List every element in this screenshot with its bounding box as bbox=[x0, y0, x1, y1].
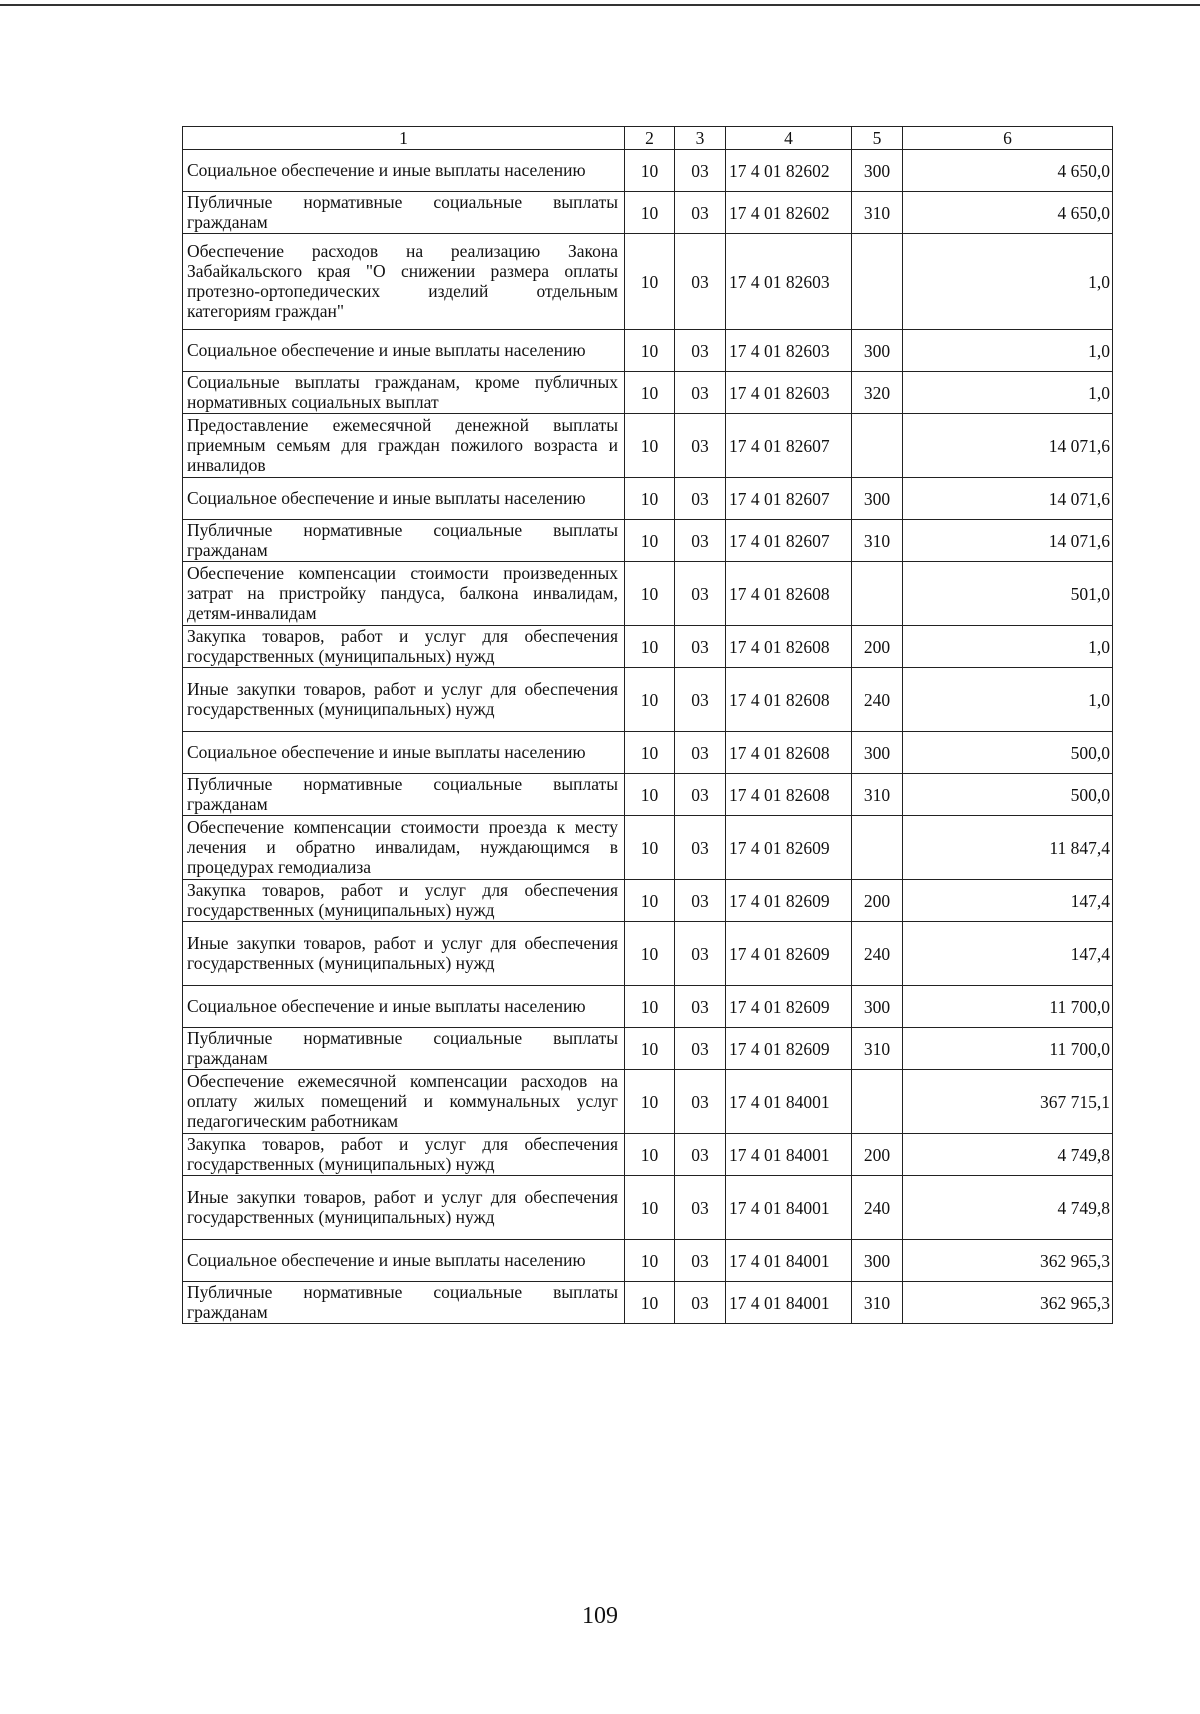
row-name-cell: Закупка товаров, работ и услуг для обеспечения государственных (муниципальных) нужд bbox=[183, 1134, 625, 1176]
row-name-cell: Иные закупки товаров, работ и услуг для обеспечения государственных (муниципальных) нужд bbox=[183, 668, 625, 732]
expense-type-cell bbox=[852, 562, 903, 626]
section-code-cell: 10 bbox=[625, 816, 675, 880]
expense-type-cell: 310 bbox=[852, 520, 903, 562]
subsection-code-cell: 03 bbox=[675, 234, 726, 330]
target-article-cell: 17 4 01 82609 bbox=[726, 922, 852, 986]
table-row bbox=[183, 562, 1113, 626]
row-name-cell: Публичные нормативные социальные выплаты гражданам bbox=[183, 1282, 625, 1324]
amount-cell: 11 700,0 bbox=[903, 986, 1113, 1028]
subsection-code-cell: 03 bbox=[675, 1282, 726, 1324]
amount-cell: 147,4 bbox=[903, 880, 1113, 922]
subsection-code-cell: 03 bbox=[675, 816, 726, 880]
table-row bbox=[183, 1028, 1113, 1070]
subsection-code-cell: 03 bbox=[675, 562, 726, 626]
subsection-code-cell: 03 bbox=[675, 1134, 726, 1176]
row-name-cell: Иные закупки товаров, работ и услуг для обеспечения государственных (муниципальных) нужд bbox=[183, 1176, 625, 1240]
table-row bbox=[183, 1176, 1113, 1240]
row-name-cell: Закупка товаров, работ и услуг для обеспечения государственных (муниципальных) нужд bbox=[183, 626, 625, 668]
target-article-cell: 17 4 01 82608 bbox=[726, 562, 852, 626]
subsection-code-cell: 03 bbox=[675, 880, 726, 922]
amount-cell: 147,4 bbox=[903, 922, 1113, 986]
table-row bbox=[183, 330, 1113, 372]
target-article-cell: 17 4 01 82609 bbox=[726, 986, 852, 1028]
target-article-cell: 17 4 01 82608 bbox=[726, 626, 852, 668]
table-row bbox=[183, 414, 1113, 478]
table-row bbox=[183, 1282, 1113, 1324]
expense-type-cell bbox=[852, 414, 903, 478]
header-col-2: 2 bbox=[625, 127, 675, 150]
row-name-cell: Обеспечение расходов на реализацию Закона Забайкальского края "О снижении размера оплаты протезно-ортопедических изделий отдельным категориям граждан" bbox=[183, 234, 625, 330]
row-name-cell: Публичные нормативные социальные выплаты гражданам bbox=[183, 192, 625, 234]
target-article-cell: 17 4 01 82607 bbox=[726, 520, 852, 562]
section-code-cell: 10 bbox=[625, 1134, 675, 1176]
expense-type-cell: 310 bbox=[852, 1028, 903, 1070]
table-row bbox=[183, 626, 1113, 668]
subsection-code-cell: 03 bbox=[675, 1070, 726, 1134]
table-row bbox=[183, 986, 1113, 1028]
target-article-cell: 17 4 01 84001 bbox=[726, 1176, 852, 1240]
row-name-cell: Публичные нормативные социальные выплаты гражданам bbox=[183, 520, 625, 562]
amount-cell: 11 700,0 bbox=[903, 1028, 1113, 1070]
row-name-cell: Социальное обеспечение и иные выплаты населению bbox=[183, 732, 625, 774]
table-row bbox=[183, 774, 1113, 816]
row-name-cell: Социальное обеспечение и иные выплаты населению bbox=[183, 150, 625, 192]
subsection-code-cell: 03 bbox=[675, 414, 726, 478]
row-name-cell: Социальное обеспечение и иные выплаты населению bbox=[183, 330, 625, 372]
expense-type-cell: 300 bbox=[852, 986, 903, 1028]
section-code-cell: 10 bbox=[625, 986, 675, 1028]
table-row bbox=[183, 478, 1113, 520]
amount-cell: 4 650,0 bbox=[903, 150, 1113, 192]
table-row bbox=[183, 816, 1113, 880]
section-code-cell: 10 bbox=[625, 732, 675, 774]
row-name-cell: Социальные выплаты гражданам, кроме публичных нормативных социальных выплат bbox=[183, 372, 625, 414]
target-article-cell: 17 4 01 82602 bbox=[726, 150, 852, 192]
expense-type-cell: 320 bbox=[852, 372, 903, 414]
subsection-code-cell: 03 bbox=[675, 372, 726, 414]
target-article-cell: 17 4 01 82609 bbox=[726, 880, 852, 922]
amount-cell: 1,0 bbox=[903, 626, 1113, 668]
expense-type-cell: 300 bbox=[852, 478, 903, 520]
amount-cell: 362 965,3 bbox=[903, 1240, 1113, 1282]
table-header bbox=[183, 127, 1113, 150]
target-article-cell: 17 4 01 82608 bbox=[726, 668, 852, 732]
table-row bbox=[183, 732, 1113, 774]
target-article-cell: 17 4 01 82603 bbox=[726, 372, 852, 414]
header-row bbox=[183, 127, 1113, 150]
subsection-code-cell: 03 bbox=[675, 668, 726, 732]
section-code-cell: 10 bbox=[625, 774, 675, 816]
amount-cell: 1,0 bbox=[903, 372, 1113, 414]
expense-type-cell: 240 bbox=[852, 1176, 903, 1240]
section-code-cell: 10 bbox=[625, 520, 675, 562]
table-row bbox=[183, 922, 1113, 986]
target-article-cell: 17 4 01 82607 bbox=[726, 478, 852, 520]
row-name-cell: Иные закупки товаров, работ и услуг для обеспечения государственных (муниципальных) нужд bbox=[183, 922, 625, 986]
page-number: 109 bbox=[582, 1603, 618, 1629]
row-name-cell: Обеспечение ежемесячной компенсации расходов на оплату жилых помещений и коммунальных услуг педагогическим работникам bbox=[183, 1070, 625, 1134]
table-row bbox=[183, 234, 1113, 330]
section-code-cell: 10 bbox=[625, 192, 675, 234]
header-col-3: 3 bbox=[675, 127, 726, 150]
subsection-code-cell: 03 bbox=[675, 150, 726, 192]
table-row bbox=[183, 520, 1113, 562]
amount-cell: 500,0 bbox=[903, 732, 1113, 774]
amount-cell: 11 847,4 bbox=[903, 816, 1113, 880]
row-name-cell: Публичные нормативные социальные выплаты гражданам bbox=[183, 1028, 625, 1070]
subsection-code-cell: 03 bbox=[675, 330, 726, 372]
amount-cell: 14 071,6 bbox=[903, 520, 1113, 562]
subsection-code-cell: 03 bbox=[675, 520, 726, 562]
amount-cell: 1,0 bbox=[903, 330, 1113, 372]
section-code-cell: 10 bbox=[625, 372, 675, 414]
subsection-code-cell: 03 bbox=[675, 626, 726, 668]
subsection-code-cell: 03 bbox=[675, 478, 726, 520]
target-article-cell: 17 4 01 84001 bbox=[726, 1134, 852, 1176]
amount-cell: 501,0 bbox=[903, 562, 1113, 626]
expense-type-cell: 310 bbox=[852, 774, 903, 816]
expense-type-cell: 310 bbox=[852, 1282, 903, 1324]
header-col-4: 4 bbox=[726, 127, 852, 150]
target-article-cell: 17 4 01 82609 bbox=[726, 1028, 852, 1070]
table-row bbox=[183, 1240, 1113, 1282]
target-article-cell: 17 4 01 84001 bbox=[726, 1240, 852, 1282]
table-row bbox=[183, 1070, 1113, 1134]
amount-cell: 1,0 bbox=[903, 234, 1113, 330]
section-code-cell: 10 bbox=[625, 234, 675, 330]
amount-cell: 4 650,0 bbox=[903, 192, 1113, 234]
expense-type-cell: 300 bbox=[852, 330, 903, 372]
section-code-cell: 10 bbox=[625, 478, 675, 520]
table-row bbox=[183, 150, 1113, 192]
amount-cell: 500,0 bbox=[903, 774, 1113, 816]
subsection-code-cell: 03 bbox=[675, 732, 726, 774]
row-name-cell: Обеспечение компенсации стоимости проезда к месту лечения и обратно инвалидам, нуждающимся в процедурах гемодиализа bbox=[183, 816, 625, 880]
expense-type-cell: 200 bbox=[852, 880, 903, 922]
amount-cell: 1,0 bbox=[903, 668, 1113, 732]
target-article-cell: 17 4 01 82603 bbox=[726, 330, 852, 372]
section-code-cell: 10 bbox=[625, 880, 675, 922]
table-row bbox=[183, 192, 1113, 234]
expense-type-cell: 200 bbox=[852, 1134, 903, 1176]
section-code-cell: 10 bbox=[625, 1176, 675, 1240]
target-article-cell: 17 4 01 82609 bbox=[726, 816, 852, 880]
section-code-cell: 10 bbox=[625, 1028, 675, 1070]
section-code-cell: 10 bbox=[625, 1282, 675, 1324]
amount-cell: 362 965,3 bbox=[903, 1282, 1113, 1324]
section-code-cell: 10 bbox=[625, 626, 675, 668]
expense-type-cell bbox=[852, 1070, 903, 1134]
subsection-code-cell: 03 bbox=[675, 922, 726, 986]
row-name-cell: Закупка товаров, работ и услуг для обеспечения государственных (муниципальных) нужд bbox=[183, 880, 625, 922]
target-article-cell: 17 4 01 82608 bbox=[726, 732, 852, 774]
section-code-cell: 10 bbox=[625, 330, 675, 372]
amount-cell: 4 749,8 bbox=[903, 1134, 1113, 1176]
amount-cell: 14 071,6 bbox=[903, 478, 1113, 520]
row-name-cell: Социальное обеспечение и иные выплаты населению bbox=[183, 478, 625, 520]
row-name-cell: Предоставление ежемесячной денежной выплаты приемным семьям для граждан пожилого возраста и инвалидов bbox=[183, 414, 625, 478]
expense-type-cell: 300 bbox=[852, 1240, 903, 1282]
expense-type-cell: 240 bbox=[852, 668, 903, 732]
target-article-cell: 17 4 01 84001 bbox=[726, 1070, 852, 1134]
amount-cell: 367 715,1 bbox=[903, 1070, 1113, 1134]
section-code-cell: 10 bbox=[625, 150, 675, 192]
top-border-line bbox=[0, 4, 1200, 6]
header-col-5: 5 bbox=[852, 127, 903, 150]
subsection-code-cell: 03 bbox=[675, 1240, 726, 1282]
section-code-cell: 10 bbox=[625, 414, 675, 478]
section-code-cell: 10 bbox=[625, 562, 675, 626]
subsection-code-cell: 03 bbox=[675, 986, 726, 1028]
subsection-code-cell: 03 bbox=[675, 1028, 726, 1070]
target-article-cell: 17 4 01 82602 bbox=[726, 192, 852, 234]
expense-type-cell: 300 bbox=[852, 150, 903, 192]
amount-cell: 14 071,6 bbox=[903, 414, 1113, 478]
subsection-code-cell: 03 bbox=[675, 774, 726, 816]
section-code-cell: 10 bbox=[625, 1240, 675, 1282]
expense-type-cell: 310 bbox=[852, 192, 903, 234]
row-name-cell: Социальное обеспечение и иные выплаты населению bbox=[183, 986, 625, 1028]
amount-cell: 4 749,8 bbox=[903, 1176, 1113, 1240]
table-row bbox=[183, 1134, 1113, 1176]
row-name-cell: Социальное обеспечение и иные выплаты населению bbox=[183, 1240, 625, 1282]
expense-type-cell: 200 bbox=[852, 626, 903, 668]
budget-table bbox=[182, 126, 1113, 1324]
row-name-cell: Публичные нормативные социальные выплаты гражданам bbox=[183, 774, 625, 816]
subsection-code-cell: 03 bbox=[675, 1176, 726, 1240]
expense-type-cell bbox=[852, 816, 903, 880]
expense-type-cell bbox=[852, 234, 903, 330]
section-code-cell: 10 bbox=[625, 922, 675, 986]
row-name-cell: Обеспечение компенсации стоимости произведенных затрат на пристройку пандуса, балкона инвалидам, детям-инвалидам bbox=[183, 562, 625, 626]
header-col-1: 1 bbox=[183, 127, 625, 150]
header-col-6: 6 bbox=[903, 127, 1113, 150]
table-row bbox=[183, 880, 1113, 922]
target-article-cell: 17 4 01 84001 bbox=[726, 1282, 852, 1324]
section-code-cell: 10 bbox=[625, 668, 675, 732]
target-article-cell: 17 4 01 82603 bbox=[726, 234, 852, 330]
table-row bbox=[183, 668, 1113, 732]
expense-type-cell: 240 bbox=[852, 922, 903, 986]
expense-type-cell: 300 bbox=[852, 732, 903, 774]
subsection-code-cell: 03 bbox=[675, 192, 726, 234]
target-article-cell: 17 4 01 82607 bbox=[726, 414, 852, 478]
target-article-cell: 17 4 01 82608 bbox=[726, 774, 852, 816]
table-body bbox=[183, 150, 1113, 1324]
table-row bbox=[183, 372, 1113, 414]
section-code-cell: 10 bbox=[625, 1070, 675, 1134]
